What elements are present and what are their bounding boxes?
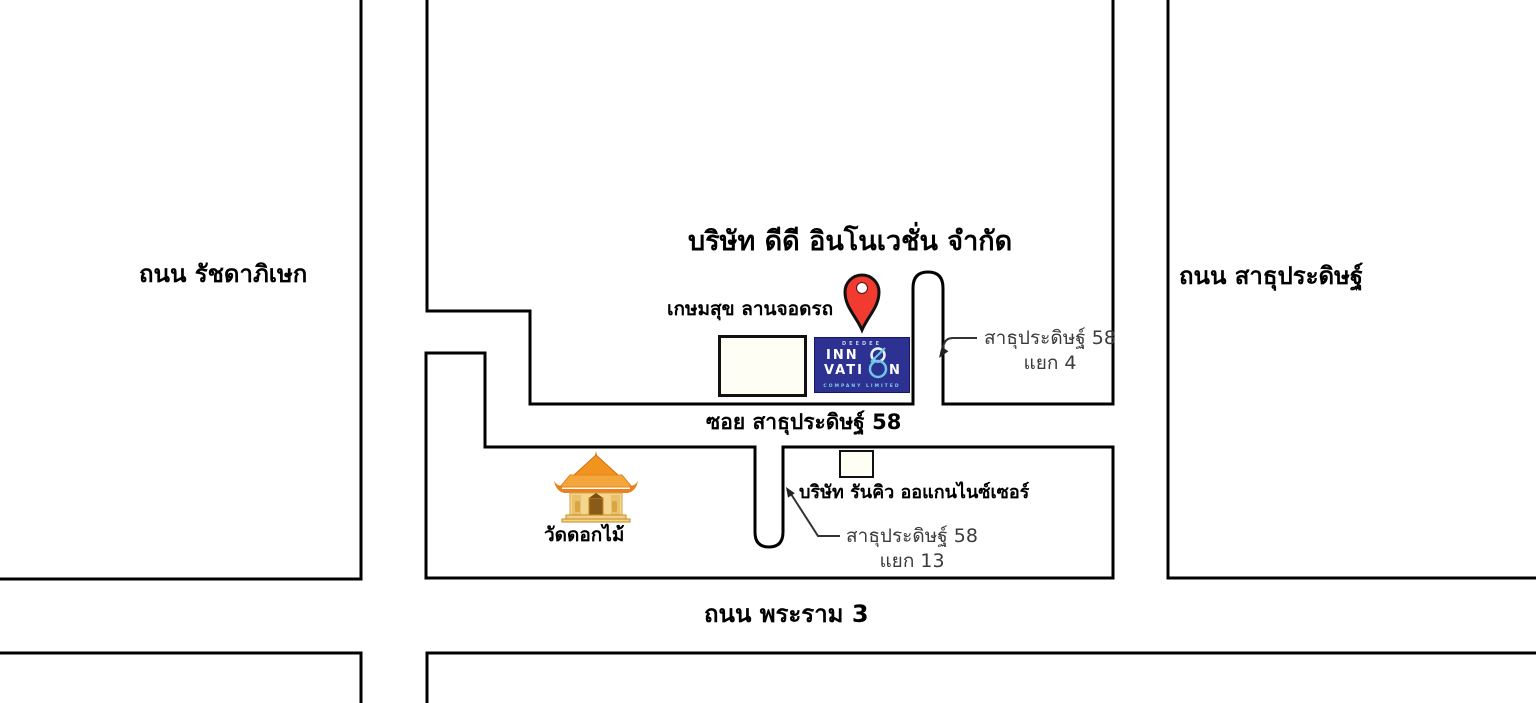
logo-line2: VATI: [824, 363, 864, 378]
soi-label: ซอย สาธุประดิษฐ์ 58: [706, 410, 902, 434]
junction-yaek4-line1: สาธุประดิษฐ์ 58: [984, 327, 1116, 349]
dd-innovation-logo-building: [814, 337, 910, 393]
logo-line2-end: N: [889, 363, 902, 378]
road-label-ratchadaphisek: ถนน รัชดาภิเษก: [139, 260, 308, 288]
road-label-sathupradit: ถนน สาธุประดิษฐ์: [1179, 262, 1364, 290]
logo-bottom-text: COMPANY LIMITED: [823, 384, 901, 389]
junction-yaek13-line2: แยก 13: [879, 550, 945, 572]
temple-label: วัดดอกไม้: [544, 524, 625, 546]
map-title: บริษัท ดีดี อินโนเวชั่น จำกัด: [688, 226, 1013, 257]
block-bottom-right: [427, 653, 1536, 703]
location-pin-icon: [842, 268, 884, 336]
organizer-building: [839, 450, 874, 478]
junction-yaek4-label: [980, 326, 1120, 376]
parking-label: เกษมสุข ลานจอดรถ: [667, 298, 834, 320]
road-label-rama3: ถนน พระราม 3: [704, 600, 869, 628]
parking-lot-building: [718, 335, 807, 397]
junction-yaek4-line2: แยก 4: [1023, 352, 1077, 374]
logo-top-text: DEEDEE: [842, 341, 882, 347]
temple-icon: [548, 451, 644, 523]
junction-yaek13-label: [842, 524, 982, 574]
logo-line1: INN: [826, 348, 859, 363]
organizer-company-label: บริษัท รันคิว ออแกนไนซ์เซอร์: [799, 482, 1030, 503]
block-bottom-left: [0, 653, 361, 703]
junction-yaek13-line1: สาธุประดิษฐ์ 58: [846, 525, 978, 547]
